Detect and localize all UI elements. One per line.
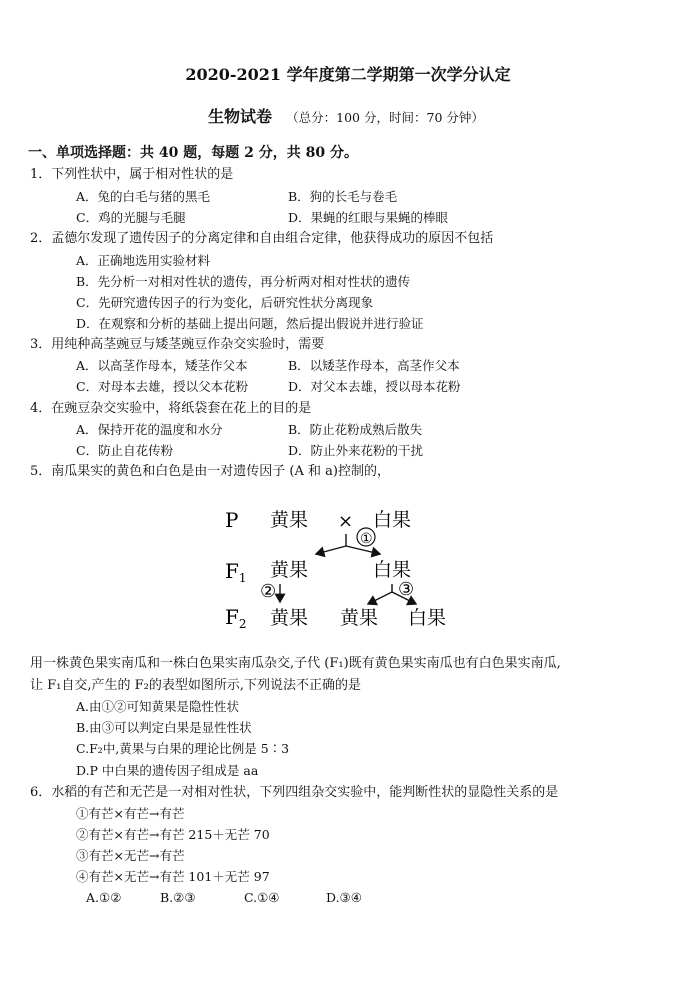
- f1-white-fruit: 白果: [373, 559, 412, 581]
- question-1-option-a: A．兔的白毛与猪的黑毛: [76, 189, 211, 204]
- f2-white-fruit: 白果: [408, 607, 447, 629]
- question-6-stem: 6．水稻的有芒和无芒是一对相对性状，下列四组杂交实验中，能判断性状的显隐性关系的是: [30, 785, 559, 800]
- question-1-stem: 1．下列性状中，属于相对性状的是: [30, 167, 234, 182]
- mark-2: ②: [260, 581, 277, 602]
- section-heading: 一、单项选择题：共 40 题，每题 2 分，共 80 分。: [28, 145, 358, 161]
- question-4-option-b: B．防止花粉成熟后散失: [288, 422, 423, 437]
- genetic-cross-diagram: [220, 500, 460, 640]
- mark-3: ③: [398, 579, 415, 600]
- generation-f1-label: $F_1$: [225, 559, 247, 585]
- arrow-cross-to-f1-yellow: [316, 534, 346, 554]
- question-6-item-4: ④有芒×无芒→有芒 101＋无芒 97: [76, 869, 270, 884]
- question-2-option-b: B．先分析一对相对性状的遗传，再分析两对相对性状的遗传: [76, 274, 411, 289]
- question-2-option-c: C．先研究遗传因子的行为变化，后研究性状分离现象: [76, 295, 374, 310]
- arrow-f1-white-to-yellow: [368, 584, 392, 604]
- question-3-stem: 3．用纯种高茎豌豆与矮茎豌豆作杂交实验时，需要: [30, 337, 325, 352]
- question-5-option-b: B.由③可以判定白果是显性性状: [76, 720, 252, 735]
- question-2-option-d: D．在观察和分析的基础上提出问题，然后提出假说并进行验证: [76, 316, 424, 331]
- question-4-option-c: C．防止自花传粉: [76, 443, 174, 458]
- question-1-option-c: C．鸡的光腿与毛腿: [76, 210, 186, 225]
- question-1-option-b: B．狗的长毛与卷毛: [288, 189, 398, 204]
- question-3-option-c: C．对母本去雄，授以父本花粉: [76, 379, 249, 394]
- generation-p-label: P: [225, 508, 239, 532]
- p-white-fruit: 白果: [373, 509, 412, 531]
- question-3-option-d: D．对父本去雄，授以母本花粉: [288, 379, 461, 394]
- question-5-stem: 5．南瓜果实的黄色和白色是由一对遗传因子 (A 和 a)控制的，: [30, 464, 390, 479]
- question-5-text-2: 让 F₁自交,产生的 F₂的表型如图所示,下列说法不正确的是: [30, 678, 361, 693]
- question-6-option-d: D.③④: [326, 890, 362, 905]
- question-6-item-1: ①有芒×有芒→有芒: [76, 806, 185, 821]
- question-3-option-b: B．以矮茎作母本，高茎作父本: [288, 358, 460, 373]
- question-6-item-3: ③有芒×无芒→有芒: [76, 848, 185, 863]
- question-5-option-c: C.F₂中,黄果与白果的理论比例是 5∶3: [76, 741, 290, 756]
- question-2-option-a: A．正确地选用实验材料: [76, 253, 211, 268]
- question-1-option-d: D．果蝇的红眼与果蝇的棒眼: [288, 210, 449, 225]
- question-6-option-b: B.②③: [160, 890, 196, 905]
- question-6-item-2: ②有芒×有芒→有芒 215＋无芒 70: [76, 827, 270, 842]
- exam-title: 2020-2021 学年度第二学期第一次学分认定: [185, 65, 511, 84]
- question-4-stem: 4．在豌豆杂交实验中，将纸袋套在花上的目的是: [30, 401, 312, 416]
- cross-symbol: ×: [338, 511, 354, 532]
- f2-yellow-fruit-2: 黄果: [340, 607, 379, 629]
- score-time-note: （总分：100 分，时间：70 分钟）: [286, 110, 484, 125]
- f2-yellow-fruit-1: 黄果: [270, 607, 309, 629]
- question-6-option-c: C.①④: [244, 890, 280, 905]
- subject-line: [208, 108, 484, 128]
- question-4-option-d: D．防止外来花粉的干扰: [288, 443, 424, 458]
- subject-name: 生物试卷: [208, 107, 273, 126]
- generation-f2-label: $F_2$: [225, 605, 247, 631]
- question-6-option-a: A.①②: [86, 890, 122, 905]
- question-5-option-a: A.由①②可知黄果是隐性性状: [76, 699, 240, 714]
- question-3-option-a: A．以高茎作母本，矮茎作父本: [76, 358, 248, 373]
- arrow-cross-to-f1-white: [346, 546, 380, 554]
- f1-yellow-fruit: 黄果: [270, 559, 309, 581]
- question-5-option-d: D.P 中白果的遗传因子组成是 aa: [76, 763, 259, 778]
- mark-1: ①: [360, 531, 373, 547]
- p-yellow-fruit: 黄果: [270, 509, 309, 531]
- question-2-stem: 2．孟德尔发现了遗传因子的分离定律和自由组合定律，他获得成功的原因不包括: [30, 231, 494, 246]
- question-4-option-a: A．保持开花的温度和水分: [76, 422, 223, 437]
- question-5-text-1: 用一株黄色果实南瓜和一株白色果实南瓜杂交,子代 (F₁)既有黄色果实南瓜也有白色果实南瓜,: [30, 656, 561, 671]
